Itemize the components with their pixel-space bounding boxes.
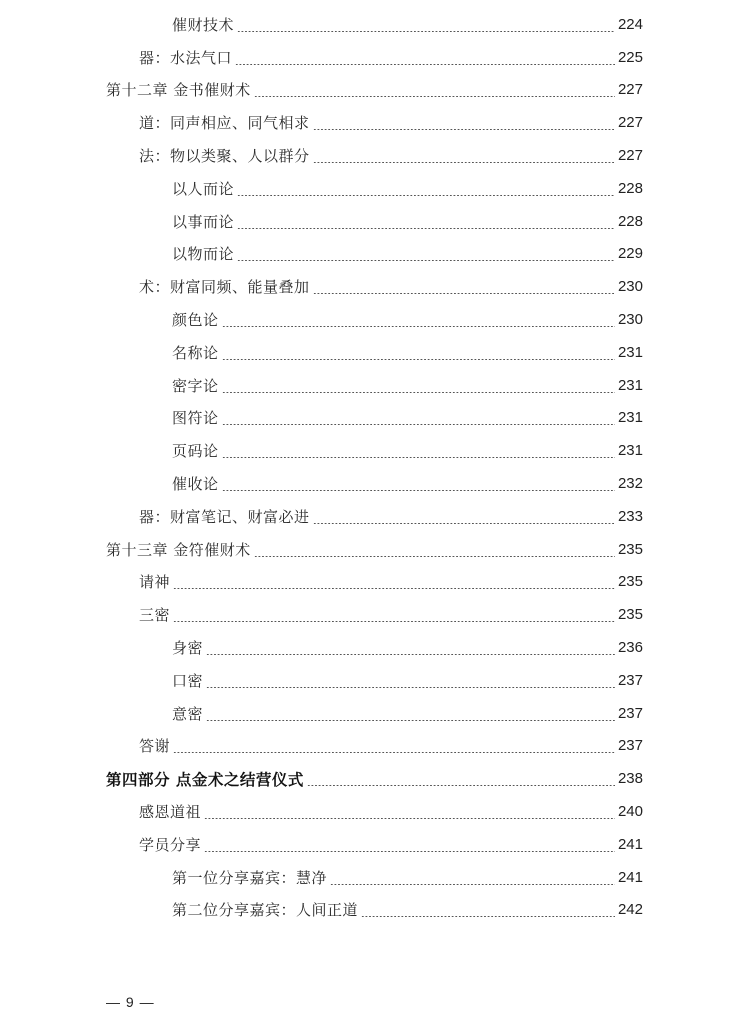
toc-entry[interactable]: [0, 828, 743, 861]
toc-entry-page: 242: [617, 901, 643, 919]
toc-entry-page: 237: [617, 704, 643, 722]
toc-entry-page: 228: [617, 179, 643, 197]
toc-entry-page: 238: [617, 770, 643, 788]
toc-entry[interactable]: [0, 730, 743, 763]
toc-entry[interactable]: [0, 566, 743, 599]
toc-entry-title: 图符论: [172, 409, 219, 428]
toc-entry-title: 第四部分 点金术之结营仪式: [106, 770, 304, 789]
toc-entry-title: 器：水法气口: [139, 48, 233, 67]
dot-leader: [173, 752, 615, 753]
dot-leader: [206, 720, 615, 721]
dot-leader: [330, 884, 615, 885]
dot-leader: [204, 818, 615, 819]
toc-entry-page: 233: [617, 507, 643, 525]
dot-leader: [206, 687, 615, 688]
toc-entry-page: 235: [617, 606, 643, 624]
toc-entry[interactable]: [0, 434, 743, 467]
toc-entry-page: 227: [617, 147, 643, 165]
toc-entry-title: 第十二章 金书催财术: [106, 81, 251, 100]
toc-entry-title: 答谢: [139, 737, 171, 756]
toc-entry[interactable]: [0, 762, 743, 795]
page-number: — 9 —: [106, 994, 155, 1010]
toc-entry[interactable]: [0, 697, 743, 730]
dot-leader: [313, 293, 615, 294]
toc-entry[interactable]: [0, 172, 743, 205]
toc-entry[interactable]: [0, 402, 743, 435]
toc-entry-page: 236: [617, 639, 643, 657]
toc-entry-page: 230: [617, 311, 643, 329]
toc-entry-page: 230: [617, 278, 643, 296]
toc-entry[interactable]: [0, 336, 743, 369]
dot-leader: [237, 228, 615, 229]
table-of-contents: [0, 8, 743, 926]
toc-entry[interactable]: [0, 74, 743, 107]
toc-entry[interactable]: [0, 106, 743, 139]
toc-entry-page: 225: [617, 48, 643, 66]
toc-entry[interactable]: [0, 8, 743, 41]
toc-entry-title: 以事而论: [172, 212, 235, 231]
dot-leader: [313, 523, 615, 524]
toc-entry-page: 231: [617, 442, 643, 460]
toc-entry-page: 235: [617, 573, 643, 591]
toc-entry-page: 228: [617, 212, 643, 230]
toc-entry[interactable]: [0, 861, 743, 894]
dot-leader: [206, 654, 615, 655]
toc-entry-page: 229: [617, 245, 643, 263]
toc-entry[interactable]: [0, 467, 743, 500]
toc-entry[interactable]: [0, 598, 743, 631]
toc-entry-page: 231: [617, 343, 643, 361]
toc-entry-page: 227: [617, 81, 643, 99]
dot-leader: [254, 556, 615, 557]
toc-entry[interactable]: [0, 500, 743, 533]
toc-entry-page: 235: [617, 540, 643, 558]
toc-entry-page: 227: [617, 114, 643, 132]
toc-entry-page: 224: [617, 15, 643, 33]
toc-entry-title: 催财技术: [172, 15, 235, 34]
toc-entry-title: 身密: [172, 639, 204, 658]
toc-entry-title: 道：同声相应、同气相求: [139, 114, 310, 133]
toc-entry-page: 240: [617, 803, 643, 821]
toc-entry[interactable]: [0, 270, 743, 303]
dot-leader: [237, 195, 615, 196]
toc-entry-title: 颜色论: [172, 311, 219, 330]
toc-entry-title: 以物而论: [172, 245, 235, 264]
dot-leader: [237, 260, 615, 261]
dot-leader: [222, 424, 615, 425]
dot-leader: [222, 326, 615, 327]
toc-entry-title: 器：财富笔记、财富必进: [139, 507, 310, 526]
toc-entry-title: 第十三章 金符催财术: [106, 540, 251, 559]
toc-entry-title: 学员分享: [139, 835, 202, 854]
toc-entry-title: 意密: [172, 704, 204, 723]
toc-entry[interactable]: [0, 631, 743, 664]
toc-entry-title: 页码论: [172, 442, 219, 461]
toc-entry-title: 术：财富同频、能量叠加: [139, 278, 310, 297]
toc-entry-page: 241: [617, 868, 643, 886]
toc-entry-title: 以人而论: [172, 179, 235, 198]
toc-entry-title: 法：物以类聚、人以群分: [139, 147, 310, 166]
toc-entry[interactable]: [0, 139, 743, 172]
toc-entry-page: 231: [617, 409, 643, 427]
toc-entry-title: 第二位分享嘉宾：人间正道: [172, 901, 359, 920]
toc-entry-page: 241: [617, 835, 643, 853]
toc-entry-title: 三密: [139, 606, 171, 625]
toc-entry[interactable]: [0, 205, 743, 238]
toc-entry[interactable]: [0, 664, 743, 697]
toc-entry[interactable]: [0, 894, 743, 927]
dot-leader: [222, 359, 615, 360]
toc-entry-title: 催收论: [172, 475, 219, 494]
toc-entry[interactable]: [0, 533, 743, 566]
toc-entry[interactable]: [0, 795, 743, 828]
dot-leader: [313, 129, 615, 130]
dot-leader: [307, 785, 615, 786]
toc-entry[interactable]: [0, 369, 743, 402]
toc-entry[interactable]: [0, 41, 743, 74]
toc-entry-title: 口密: [172, 671, 204, 690]
dot-leader: [173, 588, 615, 589]
toc-entry[interactable]: [0, 238, 743, 271]
dot-leader: [204, 851, 615, 852]
dot-leader: [222, 392, 615, 393]
dot-leader: [237, 31, 615, 32]
toc-entry-title: 名称论: [172, 343, 219, 362]
toc-entry-page: 232: [617, 475, 643, 493]
toc-entry-page: 237: [617, 737, 643, 755]
dot-leader: [222, 457, 615, 458]
dot-leader: [173, 621, 615, 622]
toc-entry[interactable]: [0, 303, 743, 336]
toc-entry-title: 感恩道祖: [139, 803, 202, 822]
dot-leader: [313, 162, 615, 163]
dot-leader: [361, 916, 615, 917]
toc-entry-title: 请神: [139, 573, 171, 592]
dot-leader: [254, 96, 615, 97]
toc-entry-page: 231: [617, 376, 643, 394]
toc-entry-page: 237: [617, 671, 643, 689]
toc-entry-title: 第一位分享嘉宾：慧净: [172, 868, 328, 887]
dot-leader: [235, 64, 615, 65]
toc-entry-title: 密字论: [172, 376, 219, 395]
dot-leader: [222, 490, 615, 491]
